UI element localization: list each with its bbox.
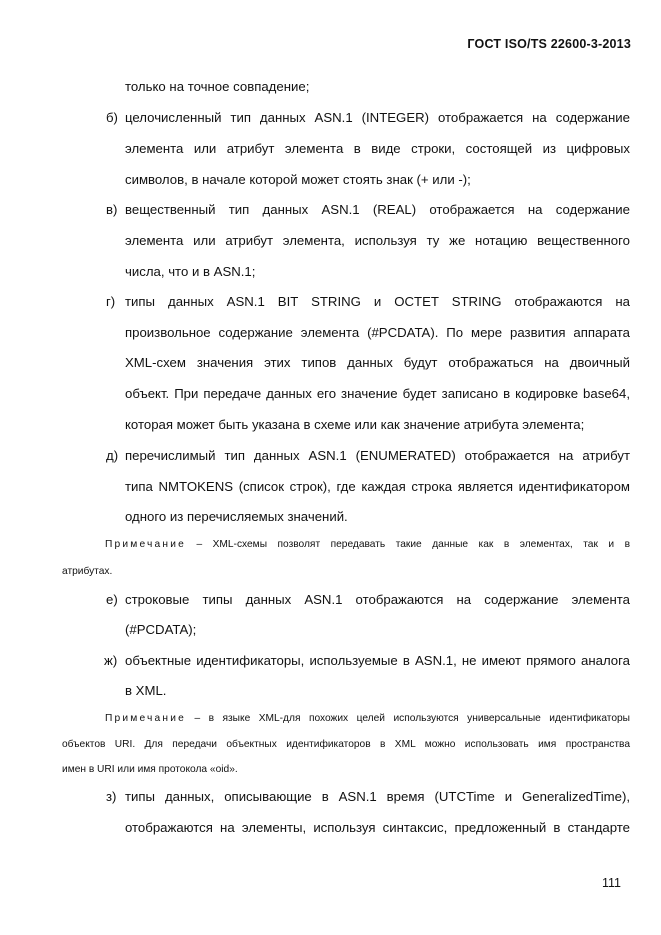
item-e-marker: е) [106, 592, 118, 607]
item-g-line-3: XML-схем значения этих типов данных будут отображаться на двоичный [125, 355, 630, 370]
note-1-line-2: атрибутах. [62, 566, 113, 577]
item-d-line-3: одного из перечисляемых значений. [125, 509, 348, 524]
document-header: ГОСТ ISO/TS 22600-3-2013 [467, 37, 631, 51]
item-z-marker: з) [106, 789, 117, 804]
item-z-line-2: отображаются на элементы, используя синтаксис, предложенный в стандарте [125, 820, 630, 835]
note-1-line-1 [105, 538, 630, 552]
item-b-line-3: символов, в начале которой может стоять знак (+ или -); [125, 172, 471, 187]
item-zh-marker: ж) [104, 653, 118, 668]
intro-line: только на точное совпадение; [125, 79, 310, 94]
item-zh-line-2: в XML. [125, 683, 167, 698]
item-b-line-1: целочисленный тип данных ASN.1 (INTEGER) отображается на содержание [125, 110, 630, 125]
item-v-line-2: элемента или атрибут элемента, используя ту же нотацию вещественного [125, 233, 630, 248]
note-2-line-3: имен в URI или имя протокола «oid». [62, 764, 238, 775]
item-g-line-1: типы данных ASN.1 BIT STRING и OCTET STRING отображаются на [125, 294, 630, 309]
note-1-text: – XML-схемы позволят передавать такие данные как в элементах, так и в [185, 539, 630, 550]
page-number: 111 [602, 876, 622, 890]
item-v-line-1: вещественный тип данных ASN.1 (REAL) отображается на содержание [125, 202, 630, 217]
item-d-line-1: перечислимый тип данных ASN.1 (ENUMERATED) отображается на атрибут [125, 448, 630, 463]
item-g-line-2: произвольное содержание элемента (#PCDATA). По мере развития аппарата [125, 325, 630, 340]
item-d-marker: д) [106, 448, 119, 463]
note-2-line-2: объектов URI. Для передачи объектных идентификаторов в XML можно использовать имя пространства [62, 739, 630, 750]
item-e-line-2: (#PCDATA); [125, 622, 197, 637]
item-z-line-1: типы данных, описывающие в ASN.1 время (UTCTime и GeneralizedTime), [125, 789, 630, 804]
item-g-line-5: которая может быть указана в схеме или как значение атрибута элемента; [125, 417, 585, 432]
note-2-text: – в языке XML-для похожих целей используются универсальные идентификаторы [185, 713, 630, 724]
note-2-label: Примечание [105, 713, 186, 724]
note-1-label: Примечание [105, 539, 186, 550]
item-g-marker: г) [106, 294, 116, 309]
item-zh-line-1: объектные идентификаторы, используемые в ASN.1, не имеют прямого аналога [125, 653, 630, 668]
item-b-marker: б) [106, 110, 118, 125]
item-v-marker: в) [106, 202, 118, 217]
note-2-line-1 [105, 712, 630, 726]
item-d-line-2: типа NMTOKENS (список строк), где каждая строка является идентификатором [125, 479, 630, 494]
item-v-line-3: числа, что и в ASN.1; [125, 264, 256, 279]
item-b-line-2: элемента или атрибут элемента в виде строки, состоящей из цифровых [125, 141, 630, 156]
item-g-line-4: объект. При передаче данных его значение будет записано в кодировке base64, [125, 386, 630, 401]
item-e-line-1: строковые типы данных ASN.1 отображаются на содержание элемента [125, 592, 630, 607]
